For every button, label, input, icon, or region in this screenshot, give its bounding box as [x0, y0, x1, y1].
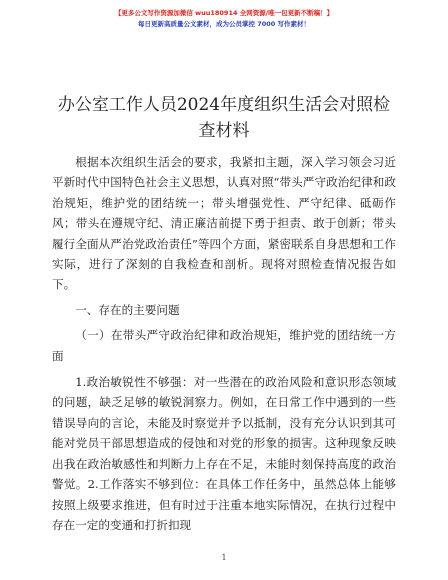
promo-header: [0, 8, 448, 30]
promo-line-2: 每日更新高质量公文素材，成为公员掌控 7000 写作素材！: [137, 20, 311, 28]
page-number: 1: [221, 553, 227, 562]
subsection-heading: （一）在带头严守政治纪律和政治规矩，维护党的团结统一方面: [52, 328, 396, 363]
intro-paragraph: 根据本次组织生活会的要求，我紧扣主题，深入学习领会习近平新时代中国特色社会主义思想，认真对照“带头严守政治纪律和政治规矩，维护党的团结统一；带头增强党性、严守纪律、砥砺作风；带头在遵规守纪、清正廉洁前提下勇于担责、敢于创新；带头履行全面从严治党政治责任”等四个方面，紧密联系自身思想和工作实际，进行了深刻的自我检查和剖析。现将对照检查情况报告如下。: [52, 155, 396, 292]
problem-paragraph: 1.政治敏锐性不够强：对一些潜在的政治风险和意识形态领域的问题，缺乏足够的敏锐洞察力。例如，在日常工作中遇到的一些错误导向的言论，未能及时察觉并予以抵制，没有充分认识到其可能对党员干部思想造成的侵蚀和对党的形象的损害。这种现象反映出我在政治敏感性和判断力上存在不足，未能时刻保持高度的政治警觉。2.工作落实不够到位：在具体工作任务中，虽然总体上能够按照上级要求推进，但有时过于注重本地实际情况，在执行过程中存在一定的变通和打折扣现: [52, 375, 396, 532]
promo-line-1: 【更多公文写作资源加微信 wuu180914 全网资源/唯一包更新不断稿！】: [114, 9, 334, 17]
document-title: 办公室工作人员2024年度组织生活会对照检查材料: [57, 95, 391, 141]
section-heading: 一、存在的主要问题: [75, 302, 180, 317]
document-body: [52, 152, 396, 535]
